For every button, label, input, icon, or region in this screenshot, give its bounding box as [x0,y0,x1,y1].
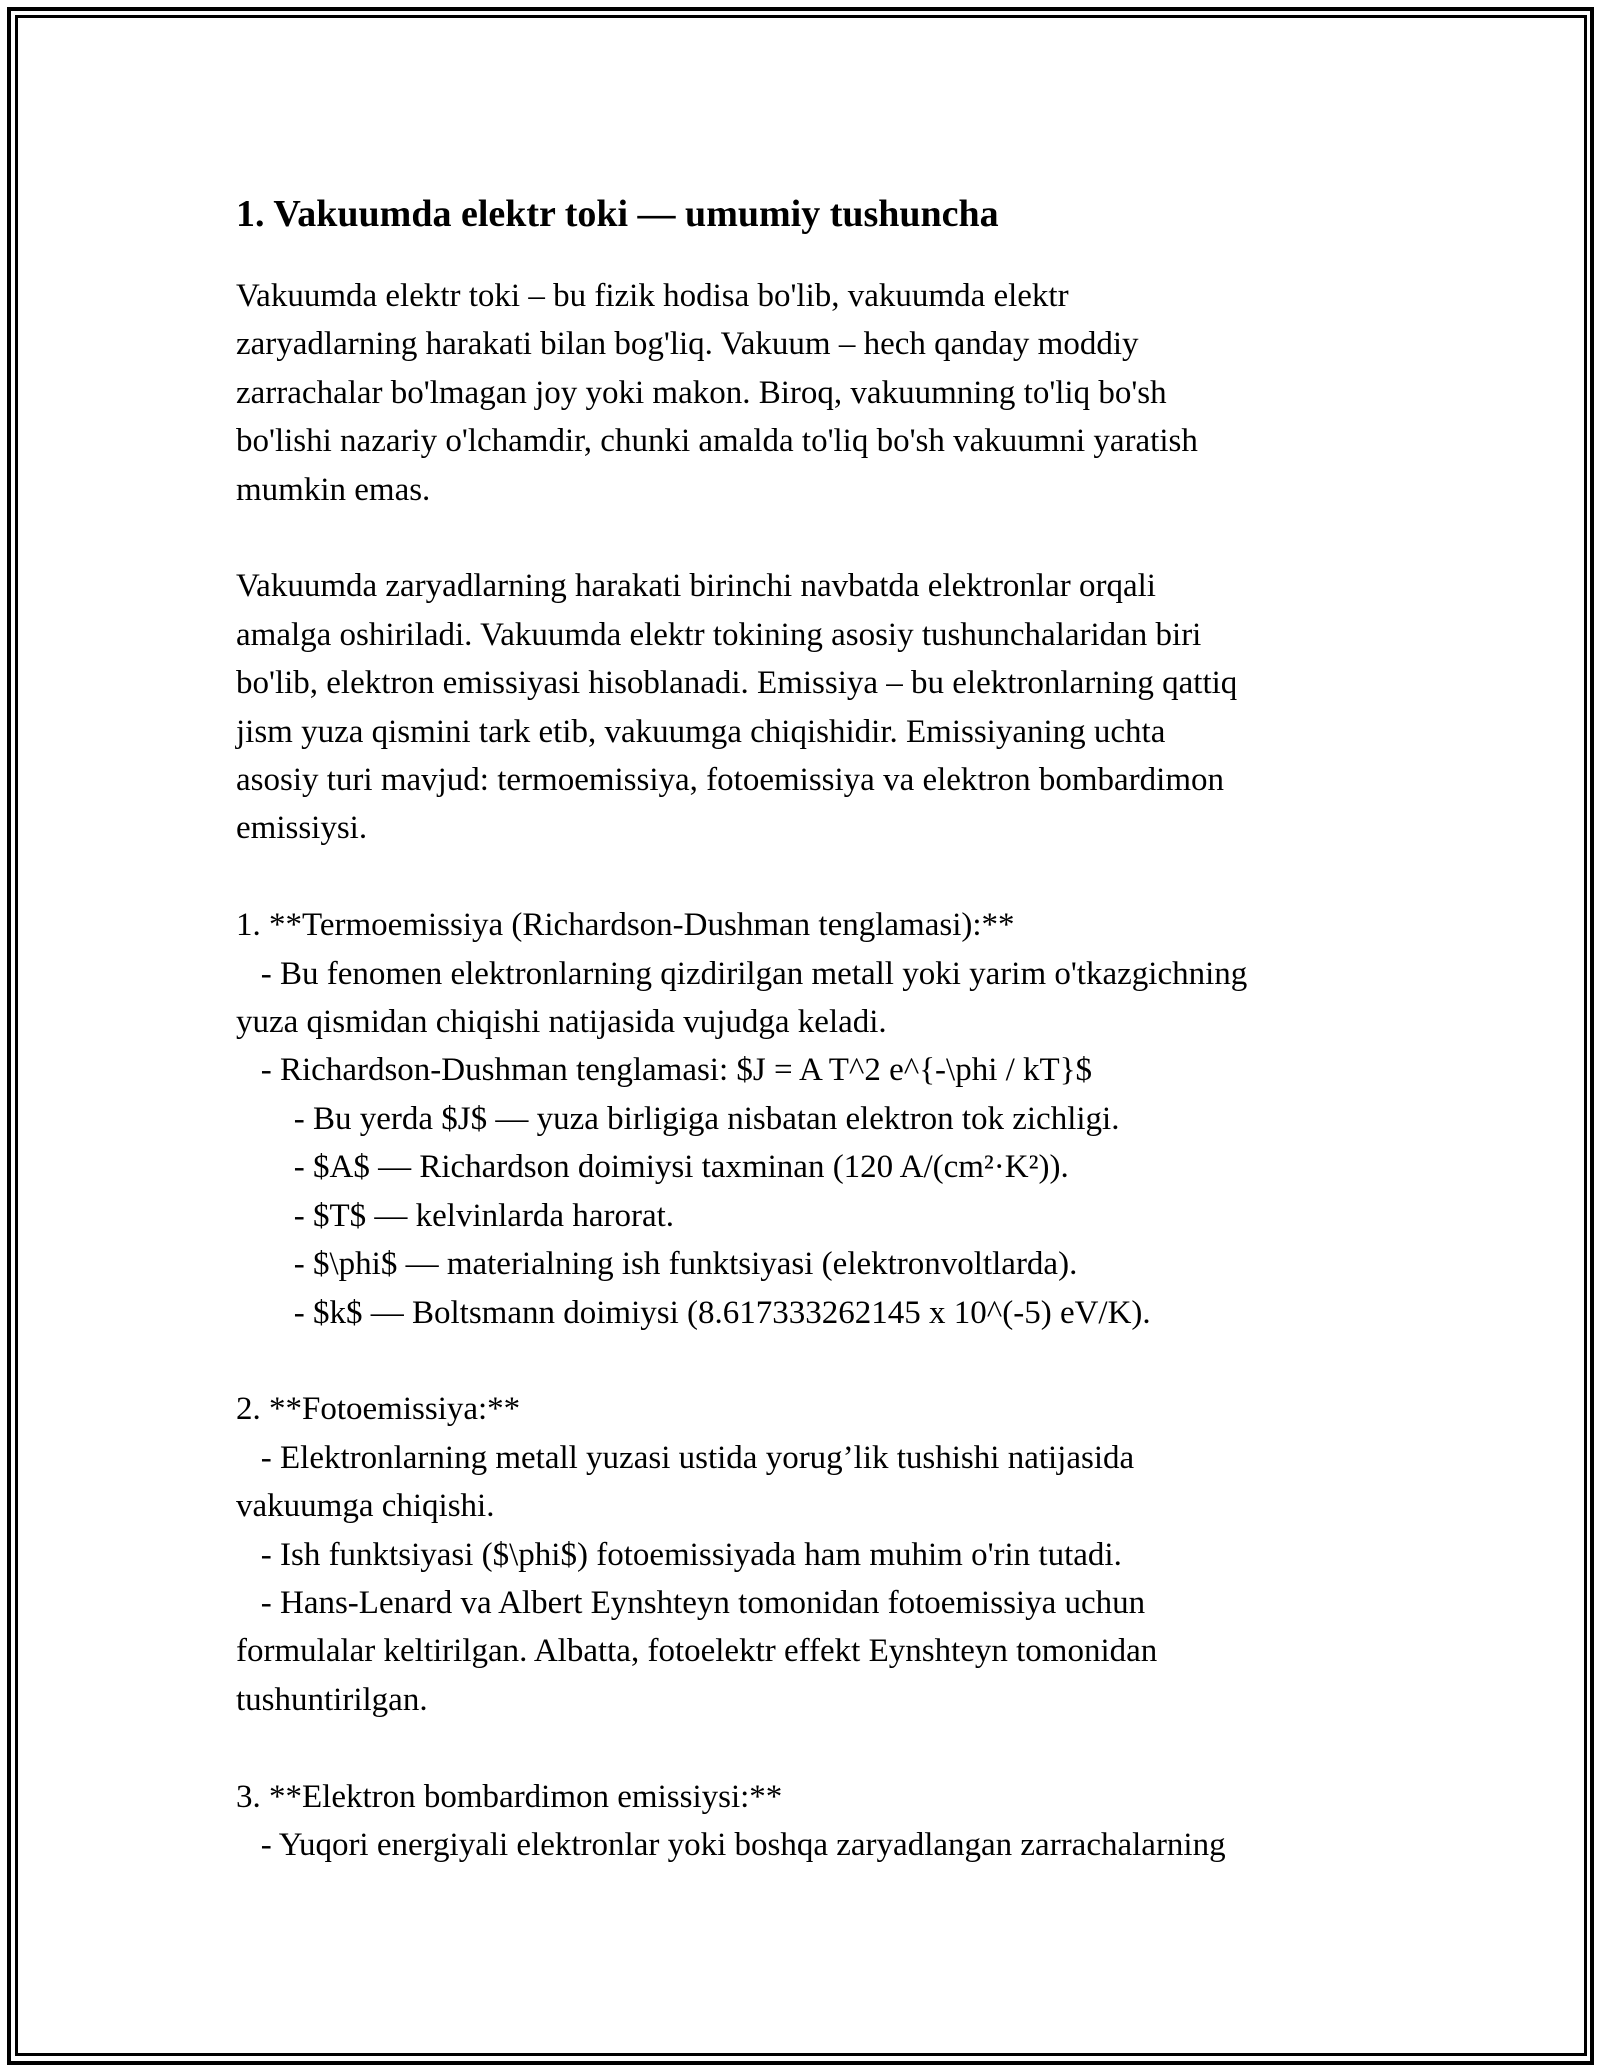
text-line: 2. **Fotoemissiya:** [236,1391,521,1428]
text-line: - Bu yerda $J$ — yuza birligiga nisbatan elektron tok zichligi. [236,1100,1120,1137]
text-line: - Bu fenomen elektronlarning qizdirilgan metall yoki yarim o'tkazgichning [236,955,1248,992]
blank-line [236,514,1396,562]
blank-line [236,1337,1396,1385]
text-line: Vakuumda elektr toki – bu fizik hodisa bo'lib, vakuumda elektr [236,278,1069,314]
text-line: - $k$ — Boltsmann doimiysi (8.617333262145 x 10^(-5) eV/K). [236,1294,1151,1331]
text-line: 3. **Elektron bombardimon emissiysi:** [236,1778,783,1815]
text-line: formulalar keltirilgan. Albatta, fotoelektr effekt Eynshteyn tomonidan [236,1633,1158,1670]
text-line: asosiy turi mavjud: termoemissiya, fotoemissiya va elektron bombardimon [236,762,1224,799]
blank-line [236,1724,1396,1772]
section-heading: 1. Vakuumda elektr toki — umumiy tushuncha [236,193,999,235]
text-line: - Hans-Lenard va Albert Eynshteyn tomonidan fotoemissiya uchun [236,1584,1146,1621]
text-line: - Ish funktsiyasi ($\phi$) fotoemissiyada ham muhim o'rin tutadi. [236,1536,1122,1573]
document-body [236,186,1396,1869]
text-line: emissiysi. [236,810,368,847]
text-line: - Yuqori energiyali elektronlar yoki boshqa zaryadlangan zarrachalarning [236,1826,1226,1863]
blank-line [236,853,1396,901]
text-line: yuza qismidan chiqishi natijasida vujudga keladi. [236,1004,887,1041]
text-line: - Richardson-Dushman tenglamasi: $J = A T^2 e^{-\phi / kT}$ [236,1052,1093,1089]
text-line: zarrachalar bo'lmagan joy yoki makon. Biroq, vakuumning to'liq bo'sh [236,374,1167,411]
text-line: Vakuumda zaryadlarning harakati birinchi navbatda elektronlar orqali [236,568,1156,605]
text-line: - $A$ — Richardson doimiysi taxminan (120 A/(cm²·K²)). [236,1149,1069,1186]
text-line: - $\phi$ — materialning ish funktsiyasi (elektronvoltlarda). [236,1246,1078,1283]
text-line: mumkin emas. [236,471,431,508]
text-line: - $T$ — kelvinlarda harorat. [236,1197,675,1234]
text-block [236,272,1396,1869]
text-line: jism yuza qismini tark etib, vakuumga chiqishidir. Emissiyaning uchta [236,713,1166,750]
text-line: tushuntirilgan. [236,1681,428,1718]
text-line: 1. **Termoemissiya (Richardson-Dushman tenglamasi):** [236,907,1015,944]
text-line: bo'lib, elektron emissiyasi hisoblanadi. Emissiya – bu elektronlarning qattiq [236,665,1238,702]
text-line: vakuumga chiqishi. [236,1488,495,1525]
text-line: amalga oshiriladi. Vakuumda elektr tokining asosiy tushunchalaridan biri [236,616,1202,653]
text-line: bo'lishi nazariy o'lchamdir, chunki amalda to'liq bo'sh vakuumni yaratish [236,423,1198,460]
text-line: - Elektronlarning metall yuzasi ustida yorug’lik tushishi natijasida [236,1439,1135,1476]
text-line: zaryadlarning harakati bilan bog'liq. Vakuum – hech qanday moddiy [236,326,1139,363]
